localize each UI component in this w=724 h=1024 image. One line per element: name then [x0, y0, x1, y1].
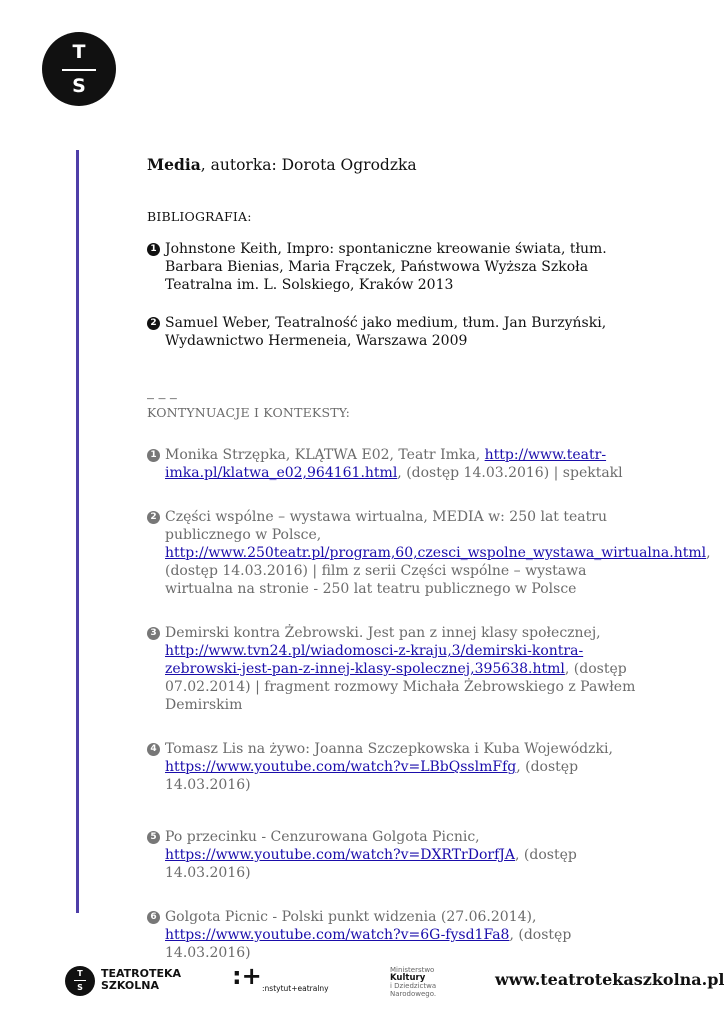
left-accent-line	[76, 150, 79, 913]
ministry-line-2: Kultury	[390, 973, 426, 983]
bibliography-list	[147, 240, 647, 350]
continuation-item	[147, 508, 711, 598]
footer-logo	[65, 966, 95, 996]
number-badge: 2	[147, 317, 160, 330]
continuation-text: Demirski kontra Żebrowski. Jest pan z innej klasy społecznej,	[165, 625, 601, 641]
continuation-note: , (dostęp 14.03.2016) | film z serii Części wspólne – wystawa wirtualna na stronie - 250 lat teatru publicznego w Polsce	[165, 545, 711, 597]
bibliography-heading: BIBLIOGRAFIA:	[147, 209, 252, 224]
title-bold: Media	[147, 155, 201, 174]
continuation-text: Golgota Picnic - Polski punkt widzenia (27.06.2014),	[165, 909, 537, 925]
continuation-text: Monika Strzępka, KLĄTWA E02, Teatr Imka,	[165, 447, 485, 463]
continuation-link[interactable]: http://www.teatr-imka.pl/klatwa_e02,964161.html	[165, 447, 607, 481]
institute-mark: :+	[232, 962, 262, 990]
continuations-list	[147, 446, 711, 962]
title-author: , autorka: Dorota Ogrodzka	[200, 156, 417, 174]
continuation-link[interactable]: http://www.250teatr.pl/program,60,czesci_wspolne_wystawa_wirtualna.html	[165, 545, 707, 561]
bibliography-text: Johnstone Keith, Impro: spontaniczne kreowanie świata, tłum. Barbara Bienias, Maria Frączek, Państwowa Wyższa Szkoła Teatralna im. L. Solskiego, Kraków 2013	[165, 241, 607, 293]
number-badge: 3	[147, 627, 160, 640]
continuation-note: , (dostęp 14.03.2016) | spektakl	[397, 465, 623, 481]
continuation-link[interactable]: https://www.youtube.com/watch?v=LBbQsslmFfg	[165, 759, 517, 775]
continuation-text: Po przecinku - Cenzurowana Golgota Picnic,	[165, 829, 480, 845]
logo-divider	[62, 69, 96, 71]
footer-brand-name	[101, 968, 181, 992]
continuation-note: , (dostęp 14.03.2016)	[165, 847, 577, 881]
footer-website-link[interactable]: www.teatrotekaszkolna.pl	[495, 970, 724, 989]
number-badge: 6	[147, 911, 160, 924]
ministry-line-4: Narodowego.	[390, 990, 437, 998]
footer-logo-letter-t: T	[77, 969, 83, 978]
logo-letter-t: T	[72, 41, 86, 63]
teatroteka-logo	[42, 32, 116, 106]
brand-line-1: TEATROTEKA	[101, 967, 182, 980]
footer-logo-divider	[74, 980, 86, 981]
ministry-line-3: i Dziedzictwa	[390, 982, 437, 990]
ministry-logo	[390, 966, 436, 998]
bibliography-text: Samuel Weber, Teatralność jako medium, tłum. Jan Burzyński, Wydawnictwo Hermeneia, Warszawa 2009	[165, 315, 607, 349]
bibliography-item	[147, 314, 647, 350]
ministry-line-1: Ministerstwo	[390, 966, 435, 974]
continuation-text: Części wspólne – wystawa wirtualna, MEDIA w: 250 lat teatru publicznego w Polsce,	[165, 509, 607, 543]
continuation-item	[147, 828, 647, 882]
continuation-note: , (dostęp 14.03.2016)	[165, 759, 579, 793]
document-title	[147, 156, 647, 174]
continuation-item	[147, 446, 647, 482]
bibliography-item	[147, 240, 647, 294]
continuation-note: , (dostęp 14.03.2016)	[165, 927, 572, 961]
brand-line-2: SZKOLNA	[101, 979, 160, 992]
institute-name: :nstytut+eatralny	[262, 984, 329, 993]
continuation-note: , (dostęp 07.02.2014) | fragment rozmowy Michała Żebrowskiego z Pawłem Demirskim	[165, 661, 636, 713]
continuations-heading: KONTYNUACJE I KONTEKSTY:	[147, 405, 351, 420]
continuation-item	[147, 740, 647, 794]
continuation-link[interactable]: http://www.tvn24.pl/wiadomosci-z-kraju,3/demirski-kontra-zebrowski-jest-pan-z-innej-klasy-spolecznej,395638.html	[165, 643, 584, 677]
continuation-link[interactable]: https://www.youtube.com/watch?v=6G-fysd1Fa8	[165, 927, 510, 943]
section-separator: _ _ _	[147, 384, 177, 400]
number-badge: 4	[147, 743, 160, 756]
number-badge: 1	[147, 449, 160, 462]
logo-letter-s: S	[72, 75, 86, 97]
continuation-link[interactable]: https://www.youtube.com/watch?v=DXRTrDorfJA	[165, 847, 515, 863]
page-footer	[0, 960, 724, 1010]
number-badge: 2	[147, 511, 160, 524]
number-badge: 5	[147, 831, 160, 844]
document-content	[147, 154, 711, 988]
continuation-item	[147, 908, 647, 962]
number-badge: 1	[147, 243, 160, 256]
continuation-item	[147, 624, 647, 714]
continuation-text: Tomasz Lis na żywo: Joanna Szczepkowska i Kuba Wojewódzki,	[165, 741, 613, 757]
footer-logo-letter-s: S	[77, 983, 83, 992]
